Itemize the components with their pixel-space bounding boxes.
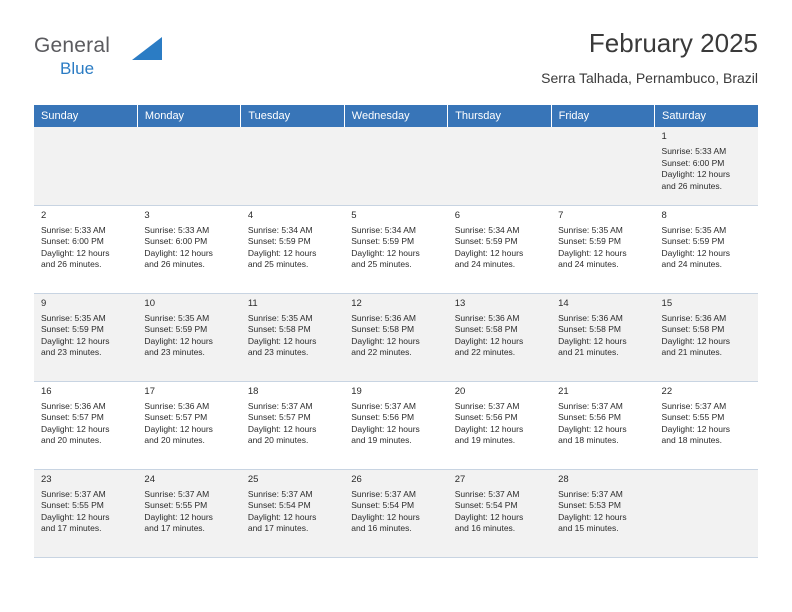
day-info-line: Sunrise: 5:37 AM bbox=[558, 400, 623, 411]
calendar-day-cell[interactable] bbox=[448, 381, 551, 469]
day-info-line: Sunset: 5:59 PM bbox=[144, 324, 208, 335]
day-info-line: Sunrise: 5:33 AM bbox=[661, 146, 727, 156]
day-number: 21 bbox=[558, 385, 569, 397]
weekday-header-monday: Monday bbox=[137, 105, 240, 127]
day-info-line: Daylight: 12 hours bbox=[454, 511, 524, 522]
day-info-line: Sunset: 5:59 PM bbox=[247, 236, 311, 247]
day-info-line: Sunset: 5:56 PM bbox=[351, 412, 415, 423]
weekday-header-sunday: Sunday bbox=[34, 105, 137, 127]
calendar-empty-cell bbox=[448, 127, 551, 205]
calendar-day-cell[interactable] bbox=[655, 127, 758, 205]
page-title: February 2025 bbox=[588, 28, 758, 58]
day-number: 27 bbox=[454, 473, 466, 485]
day-info-line: Sunrise: 5:35 AM bbox=[247, 312, 313, 323]
day-info-line: and 17 minutes. bbox=[247, 523, 309, 534]
day-info-line: Daylight: 12 hours bbox=[661, 335, 731, 346]
day-number: 2 bbox=[41, 209, 47, 221]
page-subtitle: Serra Talhada, Pernambuco, Brazil bbox=[541, 70, 758, 86]
calendar-empty-cell bbox=[34, 127, 137, 205]
day-info-line: Sunrise: 5:37 AM bbox=[661, 400, 727, 411]
day-number: 23 bbox=[41, 473, 52, 485]
day-number: 5 bbox=[351, 209, 357, 221]
day-info-line: and 19 minutes. bbox=[454, 435, 516, 446]
day-info-line: Sunrise: 5:34 AM bbox=[351, 224, 416, 235]
day-info-line: Daylight: 12 hours bbox=[558, 423, 627, 434]
day-info-line: and 20 minutes. bbox=[41, 435, 102, 446]
day-number: 18 bbox=[247, 385, 259, 397]
calendar-week-row bbox=[34, 205, 758, 293]
day-info-line: Sunrise: 5:37 AM bbox=[41, 488, 106, 499]
day-info-line: Sunrise: 5:36 AM bbox=[144, 400, 210, 411]
day-info-line: and 18 minutes. bbox=[661, 435, 723, 446]
day-info-line: Sunrise: 5:36 AM bbox=[454, 312, 520, 323]
calendar-day-cell[interactable] bbox=[137, 381, 240, 469]
calendar-day-cell[interactable] bbox=[34, 469, 137, 557]
calendar-empty-cell bbox=[344, 127, 447, 205]
day-info-line: Sunset: 5:59 PM bbox=[351, 236, 415, 247]
calendar-empty-cell bbox=[655, 469, 758, 557]
day-number: 10 bbox=[144, 297, 155, 309]
calendar-empty-cell bbox=[551, 127, 654, 205]
day-info-line: Sunset: 5:55 PM bbox=[661, 412, 725, 423]
calendar-table bbox=[34, 105, 758, 558]
calendar-day-cell[interactable] bbox=[241, 293, 344, 381]
day-info-line: Sunrise: 5:36 AM bbox=[558, 312, 623, 323]
calendar-week-row bbox=[34, 127, 758, 205]
day-info-line: Sunrise: 5:37 AM bbox=[351, 488, 416, 499]
day-info-line: and 24 minutes. bbox=[558, 259, 619, 270]
calendar-day-cell[interactable] bbox=[448, 293, 551, 381]
day-info-line: and 25 minutes. bbox=[351, 259, 412, 270]
day-info-line: Sunset: 6:00 PM bbox=[144, 236, 208, 247]
day-info-line: and 21 minutes. bbox=[558, 347, 619, 358]
day-info-line: Sunrise: 5:36 AM bbox=[351, 312, 416, 323]
calendar-day-cell[interactable] bbox=[34, 205, 137, 293]
day-info-line: and 17 minutes. bbox=[144, 523, 205, 534]
day-number: 24 bbox=[144, 473, 155, 485]
day-info-line: and 25 minutes. bbox=[247, 259, 309, 270]
day-info-line: Daylight: 12 hours bbox=[351, 423, 420, 434]
day-number: 15 bbox=[661, 297, 673, 309]
day-number: 4 bbox=[247, 209, 254, 221]
weekday-header-tuesday: Tuesday bbox=[241, 105, 344, 127]
day-info-line: Sunrise: 5:35 AM bbox=[661, 224, 727, 235]
calendar-day-cell[interactable] bbox=[241, 381, 344, 469]
calendar-day-cell[interactable] bbox=[137, 205, 240, 293]
calendar-day-cell[interactable] bbox=[137, 469, 240, 557]
day-number: 12 bbox=[351, 297, 362, 309]
day-info-line: Daylight: 12 hours bbox=[351, 247, 420, 258]
day-info-line: Daylight: 12 hours bbox=[247, 247, 317, 258]
calendar-day-cell[interactable] bbox=[241, 205, 344, 293]
day-info-line: and 19 minutes. bbox=[351, 435, 412, 446]
weekday-header-saturday: Saturday bbox=[655, 105, 758, 127]
day-info-line: and 20 minutes. bbox=[247, 435, 309, 446]
calendar-day-cell[interactable] bbox=[551, 469, 654, 557]
weekday-header-thursday: Thursday bbox=[448, 105, 551, 127]
day-info-line: Sunset: 5:58 PM bbox=[558, 324, 621, 335]
calendar-week-row bbox=[34, 469, 758, 557]
day-info-line: Sunrise: 5:36 AM bbox=[41, 400, 106, 411]
day-info-line: Sunrise: 5:34 AM bbox=[454, 224, 520, 235]
day-number: 25 bbox=[247, 473, 259, 485]
calendar-day-cell[interactable] bbox=[448, 469, 551, 557]
day-info-line: Sunset: 5:54 PM bbox=[351, 500, 415, 511]
day-info-line: and 22 minutes. bbox=[351, 347, 412, 358]
day-info-line: Daylight: 12 hours bbox=[558, 247, 627, 258]
day-number: 1 bbox=[661, 131, 667, 142]
logo-blue-text: Blue bbox=[60, 59, 95, 78]
day-info-line: Daylight: 12 hours bbox=[144, 247, 213, 258]
day-info-line: Sunset: 5:58 PM bbox=[247, 324, 311, 335]
day-info-line: Daylight: 12 hours bbox=[41, 423, 110, 434]
day-info-line: and 26 minutes. bbox=[661, 180, 723, 191]
day-info-line: Sunset: 5:58 PM bbox=[351, 324, 415, 335]
calendar-day-cell[interactable] bbox=[551, 205, 654, 293]
calendar-day-cell[interactable] bbox=[34, 381, 137, 469]
logo-general-text: General bbox=[34, 34, 111, 57]
day-info-line: and 26 minutes. bbox=[41, 259, 102, 270]
day-info-line: and 23 minutes. bbox=[41, 347, 102, 358]
calendar-day-cell[interactable] bbox=[655, 205, 758, 293]
day-info-line: Sunrise: 5:35 AM bbox=[558, 224, 623, 235]
day-info-line: Daylight: 12 hours bbox=[454, 423, 524, 434]
day-info-line: Daylight: 12 hours bbox=[41, 335, 110, 346]
day-info-line: Daylight: 12 hours bbox=[661, 423, 731, 434]
calendar-week-row bbox=[34, 381, 758, 469]
page-header bbox=[34, 28, 758, 100]
calendar-week-row bbox=[34, 293, 758, 381]
day-number: 9 bbox=[41, 297, 47, 309]
day-number: 11 bbox=[247, 297, 258, 309]
day-number: 6 bbox=[454, 209, 460, 221]
day-info-line: Daylight: 12 hours bbox=[247, 335, 317, 346]
day-info-line: Sunset: 5:57 PM bbox=[144, 412, 208, 423]
day-info-line: Sunrise: 5:36 AM bbox=[661, 312, 727, 323]
day-info-line: and 16 minutes. bbox=[351, 523, 412, 534]
day-info-line: Sunrise: 5:34 AM bbox=[247, 224, 313, 235]
day-info-line: Daylight: 12 hours bbox=[661, 247, 731, 258]
calendar-day-cell[interactable] bbox=[344, 381, 447, 469]
day-info-line: and 22 minutes. bbox=[454, 347, 516, 358]
day-number: 14 bbox=[558, 297, 569, 309]
day-info-line: Sunset: 5:59 PM bbox=[661, 236, 725, 247]
day-info-line: Sunrise: 5:35 AM bbox=[144, 312, 210, 323]
day-number: 22 bbox=[661, 385, 673, 397]
brand-logo[interactable] bbox=[34, 34, 164, 82]
day-info-line: Sunrise: 5:37 AM bbox=[454, 488, 520, 499]
day-info-line: Daylight: 12 hours bbox=[144, 423, 213, 434]
day-info-line: Daylight: 12 hours bbox=[247, 423, 317, 434]
calendar-day-cell[interactable] bbox=[448, 205, 551, 293]
day-info-line: Daylight: 12 hours bbox=[351, 511, 420, 522]
day-info-line: Sunset: 5:56 PM bbox=[454, 412, 518, 423]
day-info-line: Sunrise: 5:37 AM bbox=[558, 488, 623, 499]
day-info-line: Sunrise: 5:37 AM bbox=[351, 400, 416, 411]
day-info-line: Sunset: 5:59 PM bbox=[558, 236, 621, 247]
day-info-line: Sunset: 5:59 PM bbox=[41, 324, 104, 335]
day-info-line: and 26 minutes. bbox=[144, 259, 205, 270]
calendar-day-cell[interactable] bbox=[34, 293, 137, 381]
calendar-day-cell[interactable] bbox=[344, 293, 447, 381]
day-info-line: Daylight: 12 hours bbox=[661, 169, 731, 180]
day-number: 13 bbox=[454, 297, 466, 309]
day-number: 17 bbox=[144, 385, 155, 397]
day-info-line: Sunrise: 5:37 AM bbox=[144, 488, 210, 499]
day-info-line: and 24 minutes. bbox=[661, 259, 723, 270]
day-info-line: and 17 minutes. bbox=[41, 523, 102, 534]
day-info-line: Sunset: 5:58 PM bbox=[661, 324, 725, 335]
calendar-day-cell[interactable] bbox=[137, 293, 240, 381]
day-info-line: and 16 minutes. bbox=[454, 523, 516, 534]
day-info-line: Sunrise: 5:37 AM bbox=[454, 400, 520, 411]
day-info-line: Sunrise: 5:37 AM bbox=[247, 400, 313, 411]
day-info-line: Daylight: 12 hours bbox=[247, 511, 317, 522]
weekday-header-friday: Friday bbox=[551, 105, 654, 127]
day-info-line: Daylight: 12 hours bbox=[351, 335, 420, 346]
calendar-day-cell[interactable] bbox=[344, 469, 447, 557]
day-info-line: Daylight: 12 hours bbox=[454, 335, 524, 346]
day-info-line: Sunrise: 5:33 AM bbox=[144, 224, 210, 235]
day-info-line: Daylight: 12 hours bbox=[558, 335, 627, 346]
day-info-line: Sunset: 5:55 PM bbox=[41, 500, 104, 511]
calendar-day-cell[interactable] bbox=[655, 293, 758, 381]
day-info-line: and 20 minutes. bbox=[144, 435, 205, 446]
day-info-line: and 21 minutes. bbox=[661, 347, 723, 358]
day-number: 3 bbox=[144, 209, 150, 221]
day-info-line: Sunset: 5:58 PM bbox=[454, 324, 518, 335]
day-info-line: Daylight: 12 hours bbox=[41, 511, 110, 522]
calendar-day-cell[interactable] bbox=[344, 205, 447, 293]
day-info-line: Sunset: 5:53 PM bbox=[558, 500, 621, 511]
day-info-line: and 18 minutes. bbox=[558, 435, 619, 446]
calendar-empty-cell bbox=[241, 127, 344, 205]
day-info-line: and 15 minutes. bbox=[558, 523, 619, 534]
day-info-line: Sunrise: 5:37 AM bbox=[247, 488, 313, 499]
day-info-line: Daylight: 12 hours bbox=[558, 511, 627, 522]
day-number: 19 bbox=[351, 385, 362, 397]
day-info-line: Sunset: 5:54 PM bbox=[247, 500, 311, 511]
triangle-logo-icon bbox=[130, 36, 164, 62]
day-number: 26 bbox=[351, 473, 362, 485]
day-info-line: Daylight: 12 hours bbox=[144, 511, 213, 522]
calendar-day-cell[interactable] bbox=[655, 381, 758, 469]
calendar-header-row bbox=[34, 105, 758, 127]
calendar-body bbox=[34, 127, 758, 557]
day-info-line: Sunrise: 5:33 AM bbox=[41, 224, 106, 235]
day-info-line: Sunset: 6:00 PM bbox=[661, 157, 725, 168]
day-info-line: Sunset: 5:59 PM bbox=[454, 236, 518, 247]
day-info-line: Daylight: 12 hours bbox=[454, 247, 524, 258]
day-info-line: Daylight: 12 hours bbox=[41, 247, 110, 258]
day-info-line: Sunset: 5:57 PM bbox=[41, 412, 104, 423]
day-number: 8 bbox=[661, 209, 667, 221]
day-number: 20 bbox=[454, 385, 466, 397]
calendar-day-cell[interactable] bbox=[241, 469, 344, 557]
calendar-day-cell[interactable] bbox=[551, 381, 654, 469]
weekday-header-wednesday: Wednesday bbox=[344, 105, 447, 127]
day-number: 16 bbox=[41, 385, 52, 397]
day-info-line: and 24 minutes. bbox=[454, 259, 516, 270]
day-info-line: Sunset: 5:54 PM bbox=[454, 500, 518, 511]
day-info-line: and 23 minutes. bbox=[144, 347, 205, 358]
day-info-line: Sunset: 5:56 PM bbox=[558, 412, 621, 423]
day-info-line: Daylight: 12 hours bbox=[144, 335, 213, 346]
calendar-empty-cell bbox=[137, 127, 240, 205]
day-info-line: Sunrise: 5:35 AM bbox=[41, 312, 106, 323]
day-info-line: and 23 minutes. bbox=[247, 347, 309, 358]
day-number: 7 bbox=[558, 209, 564, 221]
day-info-line: Sunset: 5:55 PM bbox=[144, 500, 208, 511]
day-number: 28 bbox=[558, 473, 569, 485]
calendar-day-cell[interactable] bbox=[551, 293, 654, 381]
day-info-line: Sunset: 6:00 PM bbox=[41, 236, 104, 247]
day-info-line: Sunset: 5:57 PM bbox=[247, 412, 311, 423]
